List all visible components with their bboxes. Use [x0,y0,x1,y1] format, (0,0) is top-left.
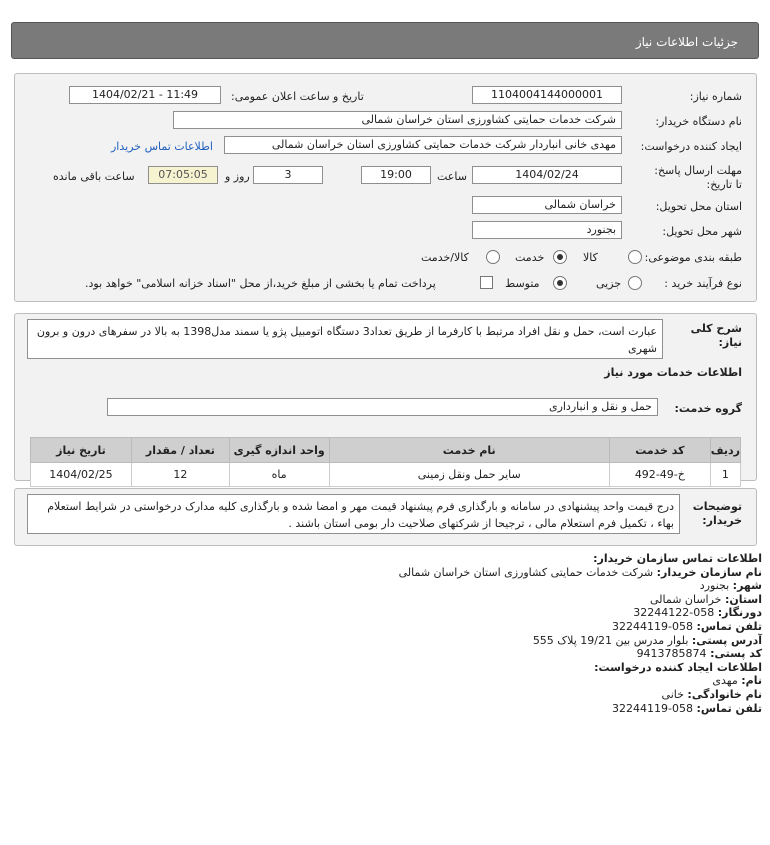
col-code: کد خدمت [609,438,710,463]
contact-title: اطلاعات تماس سازمان خریدار: [593,552,762,565]
treasury-payment-note: پرداخت تمام یا بخشی از مبلغ خرید،از محل "اسناد خزانه اسلامی" خواهد بود. [85,277,436,290]
cell-date: 1404/02/25 [31,463,132,487]
buyer-org-field[interactable]: شرکت خدمات حمایتی کشاورزی استان خراسان شمالی [173,111,622,129]
col-row: ردیف [710,438,740,463]
creator-phone: 058-32244119 [612,701,694,715]
process-label: نوع فرآیند خرید : [664,277,742,290]
col-unit: واحد اندازه گیری [229,438,329,463]
col-qty: تعداد / مقدار [131,438,229,463]
days-label: روز و [225,170,250,183]
service-group-field[interactable]: حمل و نقل و انبارداری [107,398,658,416]
announce-field[interactable]: 1404/02/21 - 11:49 [69,86,221,104]
need-number-label: شماره نیاز: [689,90,742,103]
creator-name-label: نام: [741,674,762,688]
contact-postal: 9413785874 [636,647,707,661]
need-info-panel [14,73,757,302]
buyer-notes-text: درج قیمت واحد پیشنهادی در سامانه و بارگذاری فرم پیشنهاد قیمت مهر و امضا شده و بارگذاری کلیه مدارک درخواستی در شرایط استعلام بهاء ، تکمیل فرم استعلام مالی ، ترجیحا از شرکتهای صلاحیت دار بومی استان باشند . [27,494,680,534]
deadline-date-field[interactable]: 1404/02/24 [472,166,622,184]
buyer-org-label: نام دستگاه خریدار: [655,115,742,128]
process-medium-label: متوسط [505,277,540,290]
need-number-field[interactable]: 1104004144000001 [472,86,622,104]
description-text: عبارت است، حمل و نقل افراد مرتبط با کارفرما از طریق تعداد3 دستگاه اتومبیل پژو یا سمند مدل1398 به بالا در سفرهای درون و برون شهری [27,319,663,359]
cell-code: خ-49-492 [609,463,710,487]
contact-phone-label: تلفن تماس: [696,619,762,633]
remaining-time-field: 07:05:05 [148,166,218,184]
category-service-radio[interactable] [553,250,567,264]
province-label: استان محل تحویل: [655,200,742,213]
contact-province: خراسان شمالی [649,592,722,606]
contact-org: شرکت خدمات حمایتی کشاورزی استان خراسان شمالی [398,565,654,579]
buyer-contact-info [2,552,762,715]
creator-name: مهدی [712,674,738,688]
buyer-notes-label: توضیحات خریدار: [692,500,742,527]
category-both-label: کالا/خدمت [421,251,469,264]
services-table [30,437,741,487]
process-small-radio[interactable] [628,276,642,290]
cell-qty: 12 [131,463,229,487]
city-label: شهر محل تحویل: [662,225,742,238]
page-header [11,22,759,59]
process-small-label: جزیی [596,277,622,290]
category-goods-label: کالا [583,251,598,264]
creator-family-label: نام خانوادگی: [687,687,762,701]
deadline-label: مهلت ارسال پاسخ: تا تاریخ: [654,164,742,191]
treasury-payment-checkbox[interactable] [480,276,493,289]
creator-field[interactable]: مهدی خانی انباردار شرکت خدمات حمایتی کشاورزی استان خراسان شمالی [224,136,622,154]
category-goods-radio[interactable] [628,250,642,264]
province-field[interactable]: خراسان شمالی [472,196,622,214]
contact-address-label: آدرس پستی: [691,633,762,647]
services-table-header [31,438,741,463]
announce-label: تاریخ و ساعت اعلان عمومی: [231,90,364,103]
contact-address: بلوار مدرس بین 19/21 پلاک 555 [532,633,689,647]
col-date: تاریخ نیاز [31,438,132,463]
creator-info-title: اطلاعات ایجاد کننده درخواست: [594,660,762,674]
category-service-label: خدمت [515,251,545,264]
buyer-contact-link[interactable]: اطلاعات تماس خریدار [111,140,213,153]
creator-family: خانی [661,687,684,701]
contact-org-label: نام سازمان خریدار: [656,565,762,579]
page-title: جزئیات اطلاعات نیاز [635,35,738,49]
category-both-radio[interactable] [486,250,500,264]
cell-name: سایر حمل ونقل زمینی [329,463,609,487]
creator-label: ایجاد کننده درخواست: [640,140,742,153]
deadline-time-label: ساعت [437,170,467,183]
contact-fax-label: دورنگار: [717,606,762,620]
contact-postal-label: کد پستی: [710,647,762,661]
col-name: نام خدمت [329,438,609,463]
process-medium-radio[interactable] [553,276,567,290]
contact-city-label: شهر: [732,579,762,593]
table-row[interactable] [31,463,741,487]
deadline-time-field[interactable]: 19:00 [361,166,431,184]
city-field[interactable]: بجنورد [472,221,622,239]
contact-province-label: استان: [725,592,762,606]
creator-phone-label: تلفن تماس: [696,701,762,715]
cell-row: 1 [710,463,740,487]
contact-fax: 058-32244122 [633,606,715,620]
contact-phone: 058-32244119 [612,619,694,633]
days-field[interactable]: 3 [253,166,323,184]
category-label: طبقه بندی موضوعی: [644,251,742,264]
cell-unit: ماه [229,463,329,487]
remaining-label: ساعت باقی مانده [53,170,135,183]
description-label: شرح کلی نیاز: [690,322,742,349]
service-group-label: گروه خدمت: [674,402,742,415]
services-section-title: اطلاعات خدمات مورد نیاز [604,366,742,379]
contact-city: بجنورد [699,579,730,593]
